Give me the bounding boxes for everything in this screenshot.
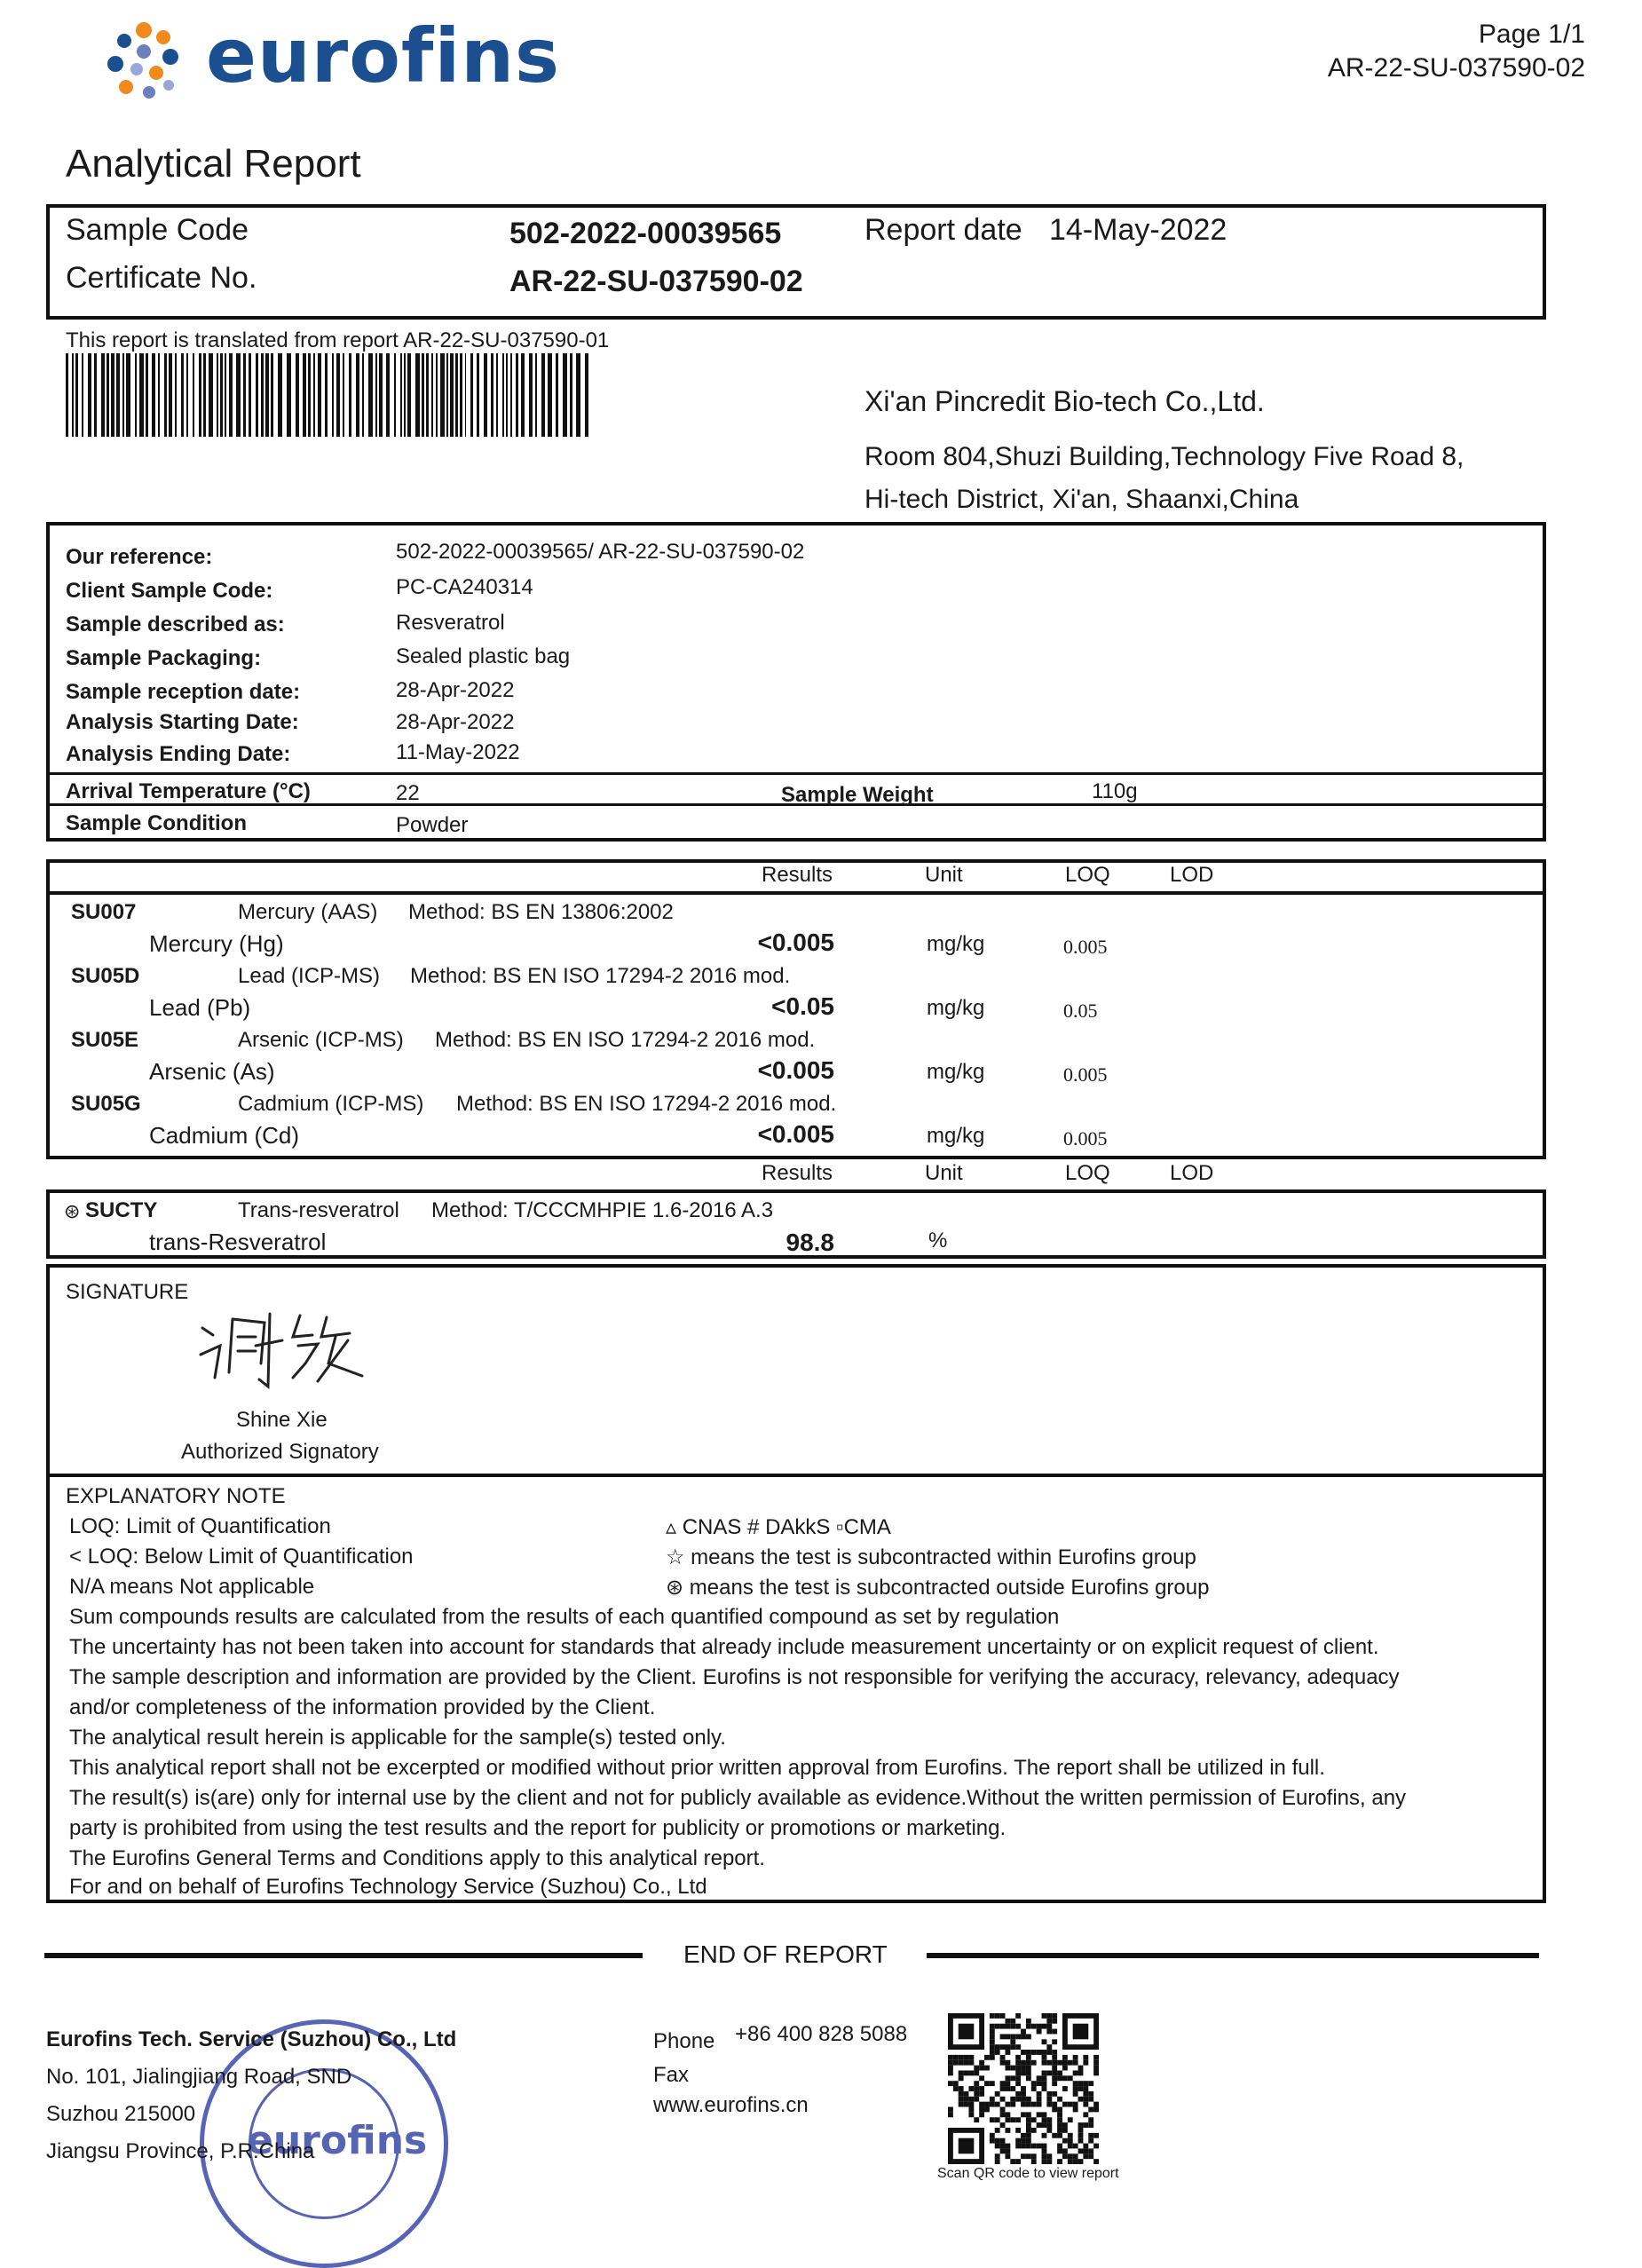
footer-address-1: No. 101, Jialingjiang Road, SND	[46, 2065, 352, 2089]
barcode-bar	[465, 353, 467, 437]
barcode-bar	[386, 353, 390, 437]
barcode-bar	[375, 353, 377, 437]
phone-label: Phone	[653, 2029, 715, 2053]
end-of-report: END OF REPORT	[683, 1940, 888, 1968]
barcode-bar	[308, 353, 311, 437]
barcode-bar	[72, 353, 74, 437]
barcode-bar	[164, 353, 167, 437]
client-name: Xi'an Pincredit Bio-tech Co.,Ltd.	[864, 385, 1265, 417]
note-line: The Eurofins General Terms and Conditions apply to this analytical report.	[69, 1846, 765, 1870]
test-code: SU05D	[71, 964, 140, 988]
note-right: ⊛ means the test is subcontracted outside Eurofins group	[666, 1576, 1210, 1600]
analyte: Lead (Pb)	[149, 994, 251, 1021]
barcode-bar	[585, 353, 588, 437]
note-line: The result(s) is(are) only for internal use by the client and not for publicly available as evidence.Without the written permission of Eurofins, any	[69, 1786, 1407, 1810]
barcode-bar	[139, 353, 144, 437]
result-unit: mg/kg	[927, 1124, 985, 1148]
page-title: Analytical Report	[66, 142, 361, 186]
page-number: Page 1/1	[1478, 20, 1585, 49]
barcode-bar	[436, 353, 438, 437]
result-loq: 0.005	[1063, 936, 1108, 958]
barcode-bar	[362, 353, 364, 437]
barcode-bar	[502, 353, 504, 437]
barcode-bar	[394, 353, 396, 437]
col-results-2: Results	[762, 1161, 833, 1185]
result-unit: %	[928, 1229, 948, 1253]
barcode-bar	[576, 353, 580, 437]
barcode-bar	[404, 353, 406, 437]
test-method: Method: BS EN ISO 17294-2 2016 mod.	[410, 964, 791, 988]
barcode-bar	[548, 353, 552, 437]
info-value: 28-Apr-2022	[396, 710, 515, 734]
note-left: < LOQ: Below Limit of Quantification	[69, 1545, 414, 1569]
result-loq: 0.05	[1063, 1000, 1098, 1022]
note-line: This analytical report shall not be excerpted or modified without prior written approval from Eurofins. The report shall be utilized in full.	[69, 1756, 1325, 1780]
client-address-line1: Room 804,Shuzi Building,Technology Five Road 8,	[864, 442, 1464, 471]
barcode-bar	[368, 353, 373, 437]
barcode-bar	[116, 353, 120, 437]
barcode-bar	[88, 353, 91, 437]
barcode-bar	[541, 353, 545, 437]
barcode-bar	[460, 353, 462, 437]
barcode-bar	[135, 353, 137, 437]
analyte: trans-Resveratrol	[149, 1229, 327, 1255]
logo-dots-icon	[99, 18, 188, 107]
barcode-bar	[556, 353, 558, 437]
barcode-bar	[450, 353, 454, 437]
barcode-bar	[455, 353, 458, 437]
result-value: <0.05	[771, 992, 834, 1020]
info-value: Resveratrol	[396, 611, 505, 635]
barcode-bar	[271, 353, 273, 437]
barcode-bar	[107, 353, 109, 437]
result-value: <0.005	[757, 1056, 834, 1084]
barcode-bar	[261, 353, 264, 437]
test-name: Lead (ICP-MS)	[238, 964, 381, 988]
barcode-bar	[313, 353, 315, 437]
info-label: Sample Packaging:	[66, 646, 262, 670]
note-line: The sample description and information are provided by the Client. Eurofins is not responsible for verifying the accuracy, relevancy, adequacy	[69, 1665, 1400, 1689]
col-lod-2: LOD	[1170, 1161, 1214, 1185]
result-value: <0.005	[757, 929, 834, 956]
barcode-bar	[563, 353, 567, 437]
certificate-value: AR-22-SU-037590-02	[509, 265, 803, 298]
test-code: SU05G	[71, 1092, 141, 1116]
test-method: Method: T/CCCMHPIE 1.6-2016 A.3	[431, 1198, 774, 1222]
barcode-bar	[336, 353, 340, 437]
barcode-bar	[296, 353, 299, 437]
phone-number: +86 400 828 5088	[735, 2022, 908, 2046]
barcode-bar	[146, 353, 148, 437]
barcode-bar	[243, 353, 246, 437]
barcode-bar	[446, 353, 448, 437]
analyte: Mercury (Hg)	[149, 930, 284, 957]
barcode-bar	[303, 353, 306, 437]
info-label: Client Sample Code:	[66, 579, 273, 603]
translated-note: This report is translated from report AR-22-SU-037590-01	[66, 328, 610, 352]
barcode-bar	[203, 353, 207, 437]
barcode-bar	[431, 353, 433, 437]
result-unit: mg/kg	[927, 1060, 985, 1084]
test-name: Mercury (AAS)	[238, 900, 378, 924]
sample-code-value: 502-2022-00039565	[509, 217, 782, 250]
header-report-id: AR-22-SU-037590-02	[1327, 53, 1585, 83]
info-value: PC-CA240314	[396, 575, 533, 599]
info-label: Sample reception date:	[66, 680, 301, 704]
sample-weight-label: Sample Weight	[781, 783, 934, 807]
col-loq: LOQ	[1065, 863, 1110, 887]
col-unit: Unit	[925, 863, 963, 887]
result-value: 98.8	[785, 1229, 834, 1256]
barcode-bar	[510, 353, 512, 437]
barcode-bar	[169, 353, 172, 437]
fax-label: Fax	[653, 2063, 690, 2087]
barcode-bar	[422, 353, 424, 437]
subcontracted-outside-icon: ⊛	[64, 1200, 81, 1222]
barcode-bar	[570, 353, 572, 437]
note-line: The analytical result herein is applicable for the sample(s) tested only.	[69, 1726, 726, 1750]
notes-title: EXPLANATORY NOTE	[66, 1484, 286, 1508]
test-code: SUCTY	[85, 1198, 158, 1222]
info-label: Sample described as:	[66, 612, 285, 636]
note-line: Sum compounds results are calculated from the results of each quantified compound as set by regulation	[69, 1605, 1060, 1629]
barcode-bar	[175, 353, 177, 437]
sample-condition-label: Sample Condition	[66, 811, 247, 835]
result-unit: mg/kg	[927, 996, 985, 1020]
barcode-bar	[209, 353, 213, 437]
end-rule-left	[44, 1953, 643, 1958]
info-value: 11-May-2022	[396, 740, 520, 764]
barcode-bar	[66, 353, 68, 437]
test-method: Method: BS EN 13806:2002	[408, 900, 674, 924]
test-method: Method: BS EN ISO 17294-2 2016 mod.	[456, 1092, 837, 1116]
divider	[46, 772, 1546, 775]
barcode-bar	[516, 353, 518, 437]
footer-address-2: Suzhou 215000	[46, 2102, 196, 2126]
barcode-bar	[193, 353, 194, 437]
barcode-bar	[407, 353, 411, 437]
note-line: and/or completeness of the information provided by the Client.	[69, 1695, 656, 1719]
signatory-role: Authorized Signatory	[181, 1440, 379, 1464]
barcode-bar	[470, 353, 473, 437]
test-code: SU007	[71, 900, 137, 924]
barcode-bar	[265, 353, 269, 437]
website-link[interactable]: www.eurofins.cn	[653, 2093, 809, 2117]
barcode-bar	[496, 353, 498, 437]
arrival-temp-value: 22	[396, 781, 420, 805]
barcode-bar	[220, 353, 223, 437]
info-label: Our reference:	[66, 545, 213, 569]
sample-code-label: Sample Code	[66, 213, 249, 247]
info-value: 28-Apr-2022	[396, 678, 515, 702]
barcode-bar	[94, 353, 97, 437]
col-unit-2: Unit	[925, 1161, 963, 1185]
test-name: Arsenic (ICP-MS)	[238, 1028, 404, 1052]
info-value: Sealed plastic bag	[396, 644, 571, 668]
note-right: ▵ CNAS # DAkkS ▫CMA	[666, 1515, 891, 1539]
info-value: 502-2022-00039565/ AR-22-SU-037590-02	[396, 540, 805, 564]
barcode-bar	[318, 353, 321, 437]
certificate-label: Certificate No.	[66, 261, 257, 295]
client-address-line2: Hi-tech District, Xi'an, Shaanxi,China	[864, 485, 1299, 514]
seal-wordmark: eurofins	[247, 2118, 428, 2163]
result-loq: 0.005	[1063, 1127, 1108, 1150]
note-line: For and on behalf of Eurofins Technology Service (Suzhou) Co., Ltd	[69, 1875, 707, 1899]
analyte: Arsenic (As)	[149, 1058, 275, 1085]
barcode-bar	[152, 353, 155, 437]
barcode-bar	[529, 353, 533, 437]
signature-label: SIGNATURE	[66, 1280, 189, 1304]
report-date-value: 14-May-2022	[1049, 213, 1228, 247]
barcode-bar	[440, 353, 445, 437]
barcode-bar	[415, 353, 420, 437]
barcode-bar	[158, 353, 160, 437]
logo-wordmark: eurofins	[206, 12, 561, 99]
barcode-bar	[343, 353, 344, 437]
qr-caption: Scan QR code to view report	[937, 2166, 1119, 2181]
barcode-bar	[217, 353, 218, 437]
footer-address-3: Jiangsu Province, P.R.China	[46, 2139, 315, 2163]
note-line: The uncertainty has not been taken into account for standards that already include measurement uncertainty or on explicit request of client.	[69, 1635, 1379, 1659]
test-name: Trans-resveratrol	[238, 1198, 399, 1222]
barcode-bar	[181, 353, 184, 437]
barcode-bar	[236, 353, 241, 437]
barcode-bar	[332, 353, 334, 437]
sample-weight-value: 110g	[1092, 779, 1138, 803]
handwritten-signature-icon	[193, 1301, 371, 1390]
barcode-bar	[278, 353, 282, 437]
result-unit: mg/kg	[927, 932, 985, 956]
info-label: Analysis Ending Date:	[66, 742, 291, 766]
report-date-label: Report date	[864, 213, 1022, 247]
test-name: Cadmium (ICP-MS)	[238, 1092, 424, 1116]
barcode-bar	[325, 353, 328, 437]
barcode-bar	[126, 353, 130, 437]
barcode-bar	[249, 353, 251, 437]
barcode-bar	[349, 353, 351, 437]
barcode-bar	[506, 353, 508, 437]
footer-company: Eurofins Tech. Service (Suzhou) Co., Ltd	[46, 2027, 457, 2051]
codes-box	[46, 204, 1546, 320]
barcode-bar	[225, 353, 226, 437]
qr-code-icon[interactable]	[948, 2013, 1099, 2164]
barcode-bar	[122, 353, 124, 437]
analyte: Cadmium (Cd)	[149, 1122, 300, 1149]
end-rule-right	[927, 1953, 1539, 1958]
result-value: <0.005	[757, 1120, 834, 1148]
barcode-bar	[82, 353, 83, 437]
result-loq: 0.005	[1063, 1063, 1108, 1086]
barcode-bar	[356, 353, 359, 437]
barcode-bar	[256, 353, 258, 437]
barcode-bar	[101, 353, 105, 437]
note-left: LOQ: Limit of Quantification	[69, 1514, 331, 1538]
note-line: party is prohibited from using the test results and the report for publicity or promotions or marketing.	[69, 1816, 1007, 1840]
barcode-bar	[521, 353, 525, 437]
barcode-bar	[400, 353, 402, 437]
barcode-bar	[111, 353, 114, 437]
signatory-name: Shine Xie	[236, 1408, 328, 1432]
barcode-bar	[199, 353, 201, 437]
barcode-bar	[75, 353, 78, 437]
arrival-temp-label: Arrival Temperature (°C)	[66, 779, 311, 803]
note-left: N/A means Not applicable	[69, 1575, 315, 1599]
test-method: Method: BS EN ISO 17294-2 2016 mod.	[435, 1028, 816, 1052]
barcode-bar	[535, 353, 537, 437]
col-lod: LOD	[1170, 863, 1214, 887]
col-results: Results	[762, 863, 833, 887]
barcode-bar	[491, 353, 493, 437]
info-label: Analysis Starting Date:	[66, 710, 299, 734]
col-loq-2: LOQ	[1065, 1161, 1110, 1185]
barcode-bar	[379, 353, 383, 437]
eurofins-logo	[99, 12, 561, 101]
barcode-bar	[186, 353, 188, 437]
barcode-bar	[484, 353, 487, 437]
note-right: ☆ means the test is subcontracted within Eurofins group	[666, 1545, 1196, 1569]
barcode-bar	[287, 353, 291, 437]
test-code: SU05E	[71, 1028, 139, 1052]
barcode-bar	[229, 353, 233, 437]
barcode-bar	[426, 353, 429, 437]
barcode-bar	[477, 353, 479, 437]
sample-condition-value: Powder	[396, 813, 469, 837]
barcode	[66, 353, 593, 437]
